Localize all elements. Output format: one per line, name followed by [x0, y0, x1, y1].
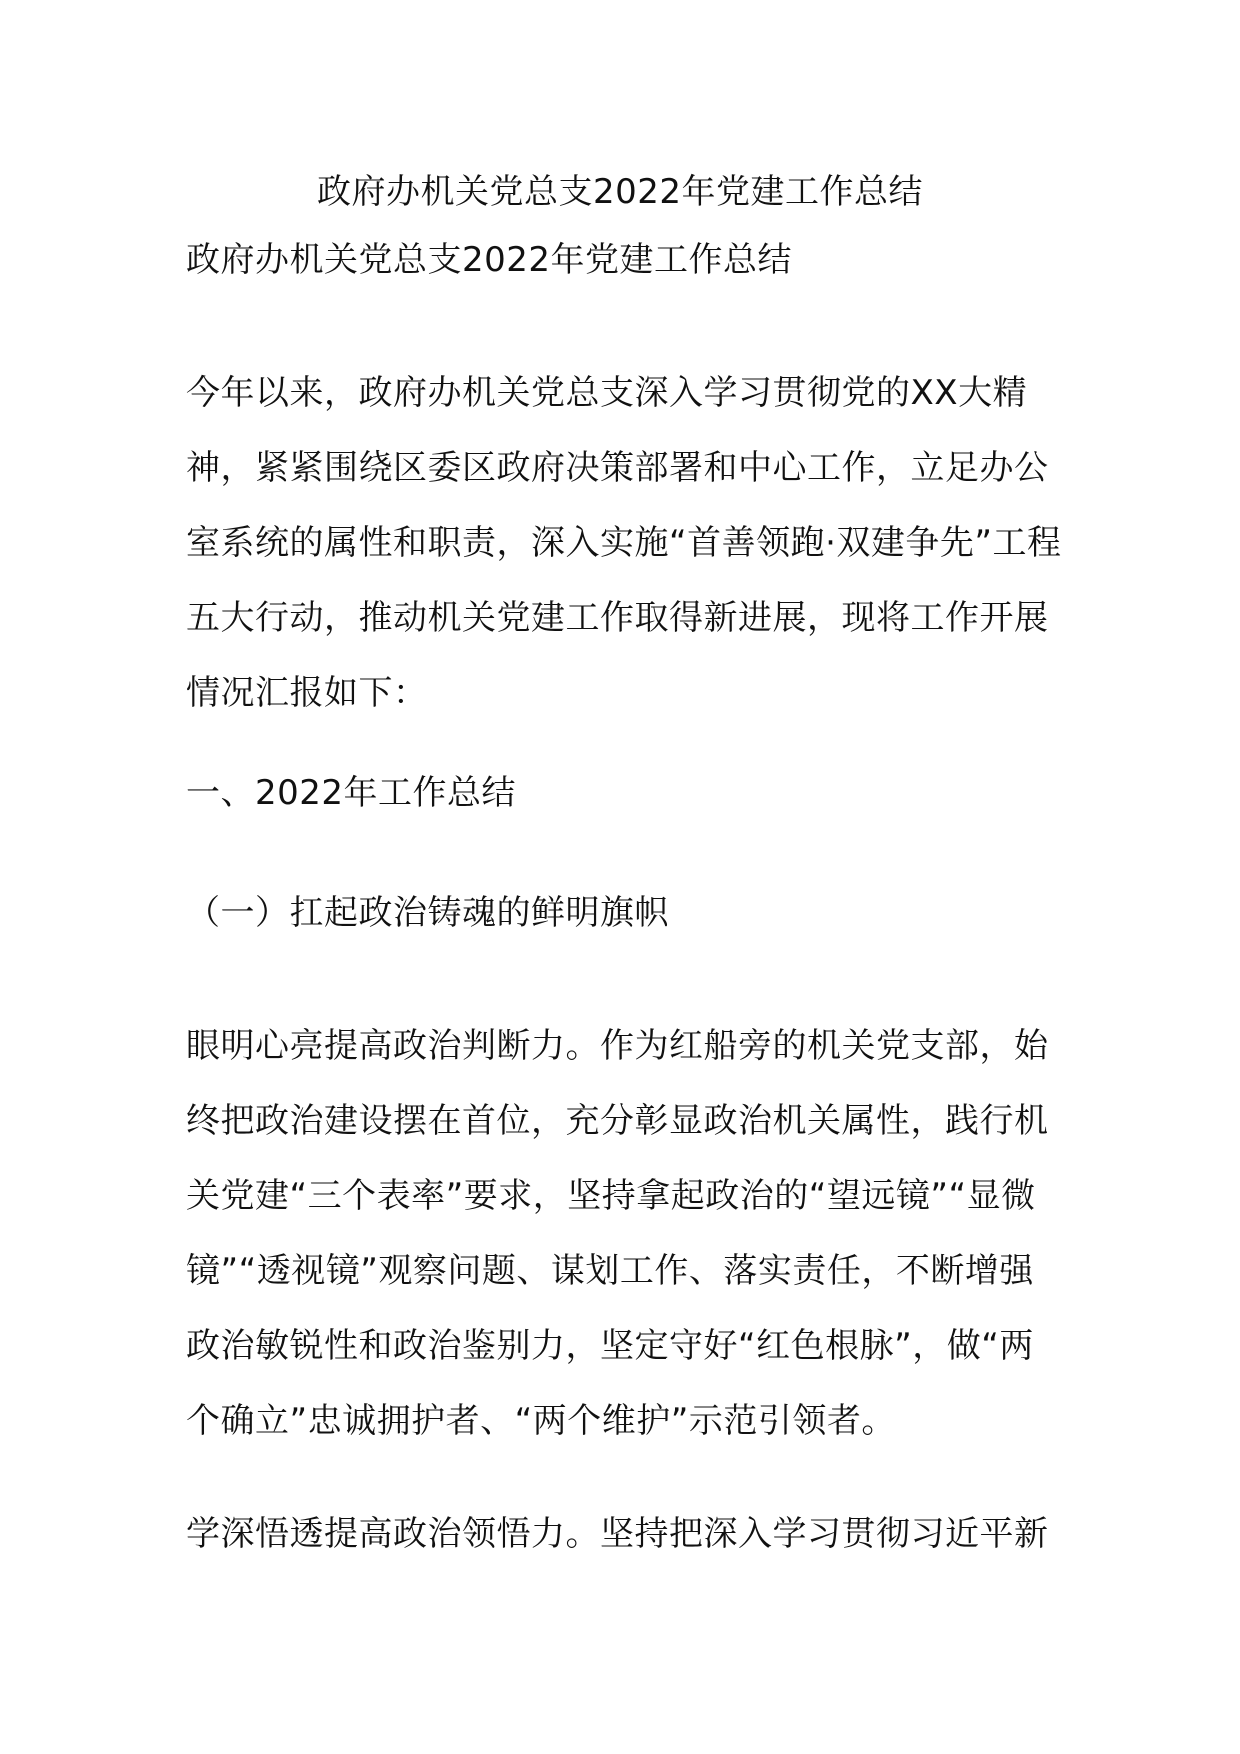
document-title: 政府办机关党总支2022年党建工作总结	[316, 172, 924, 212]
section-heading: 一、2022年工作总结	[186, 773, 517, 813]
subsection-heading: （一）扛起政治铸魂的鲜明旗帜	[186, 893, 669, 933]
body-paragraph-1: 眼明心亮提高政治判断力。作为红船旁的机关党支部，始终把政治建设摆在首位，充分彰显政治机关属性，践行机关党建“三个表率”要求，坚持拿起政治的“望远镜”“显微镜”“透视镜”观察问题、谋划工作、落实责任，不断增强政治敏锐性和政治鉴别力，坚定守好“红色根脉”，做“两个确立”忠诚拥护者、“两个维护”示范引领者。	[186, 1026, 1049, 1441]
body-paragraph-2: 学深悟透提高政治领悟力。坚持把深入学习贯彻习近平新	[186, 1514, 1049, 1554]
intro-paragraph: 今年以来，政府办机关党总支深入学习贯彻党的XX大精神，紧紧围绕区委区政府决策部署和中心工作，立足办公室系统的属性和职责，深入实施“首善领跑·双建争先”工程五大行动，推动机关党建工作取得新进展，现将工作开展情况汇报如下：	[186, 373, 1062, 713]
document-subtitle: 政府办机关党总支2022年党建工作总结	[186, 240, 793, 280]
document-body	[186, 236, 1066, 1610]
